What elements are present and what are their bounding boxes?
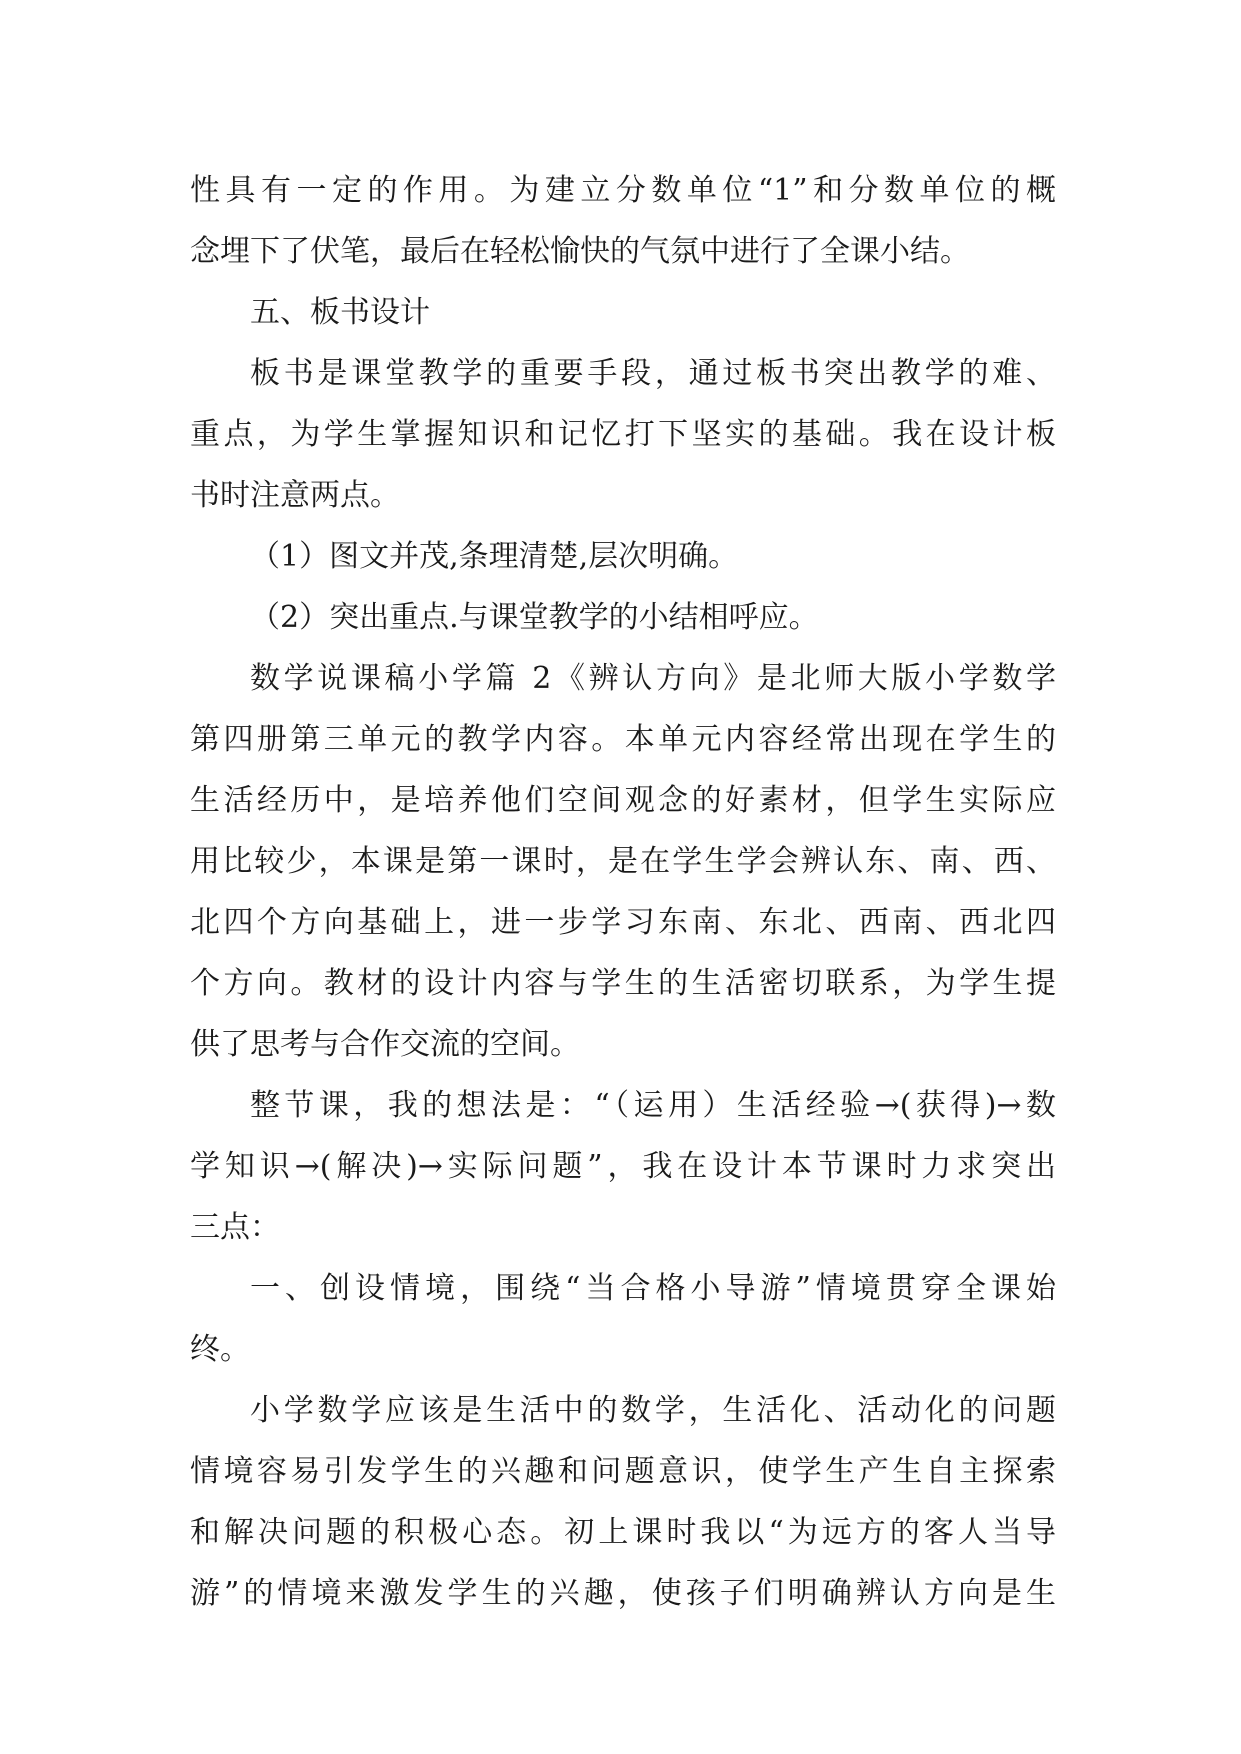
text-line: 北四个方向基础上，进一步学习东南、东北、西南、西北四: [190, 905, 1056, 940]
text-line: 念埋下了伏笔，最后在轻松愉快的气氛中进行了全课小结。: [190, 234, 970, 269]
text-line: 供了思考与合作交流的空间。: [190, 1027, 580, 1062]
text-line: 用比较少，本课是第一课时，是在学生学会辨认东、南、西、: [190, 844, 1056, 879]
text-line: 三点：: [190, 1210, 280, 1245]
text-line: 生活经历中，是培养他们空间观念的好素材，但学生实际应: [190, 783, 1056, 818]
text-line: 重点，为学生掌握知识和记忆打下坚实的基础。我在设计板: [190, 417, 1056, 452]
text-line: 和解决问题的积极心态。初上课时我以“为远方的客人当导: [190, 1515, 1056, 1550]
list-item: （2）突出重点.与课堂教学的小结相呼应。: [250, 600, 819, 635]
document-body: [190, 160, 1056, 1624]
text-line: 板书是课堂教学的重要手段，通过板书突出教学的难、: [250, 356, 1056, 391]
text-line: 整节课，我的想法是：“（运用）生活经验→(获得)→数: [250, 1088, 1056, 1123]
text-line: 学知识→(解决)→实际问题”，我在设计本节课时力求突出: [190, 1149, 1056, 1184]
text-line: 个方向。教材的设计内容与学生的生活密切联系，为学生提: [190, 966, 1056, 1001]
text-line: 小学数学应该是生活中的数学，生活化、活动化的问题: [250, 1393, 1056, 1428]
list-item: （1）图文并茂,条理清楚,层次明确。: [250, 539, 739, 574]
text-line: 数学说课稿小学篇 2《辨认方向》是北师大版小学数学: [250, 661, 1056, 696]
text-line: 游”的情境来激发学生的兴趣，使孩子们明确辨认方向是生: [190, 1576, 1056, 1611]
text-line: 一、创设情境，围绕“当合格小导游”情境贯穿全课始: [250, 1271, 1056, 1306]
section-heading: 五、板书设计: [250, 295, 430, 330]
text-line: 性具有一定的作用。为建立分数单位“1”和分数单位的概: [190, 173, 1056, 208]
text-line: 情境容易引发学生的兴趣和问题意识，使学生产生自主探索: [190, 1454, 1056, 1489]
text-line: 终。: [190, 1332, 250, 1367]
text-line: 第四册第三单元的教学内容。本单元内容经常出现在学生的: [190, 722, 1056, 757]
text-line: 书时注意两点。: [190, 478, 400, 513]
